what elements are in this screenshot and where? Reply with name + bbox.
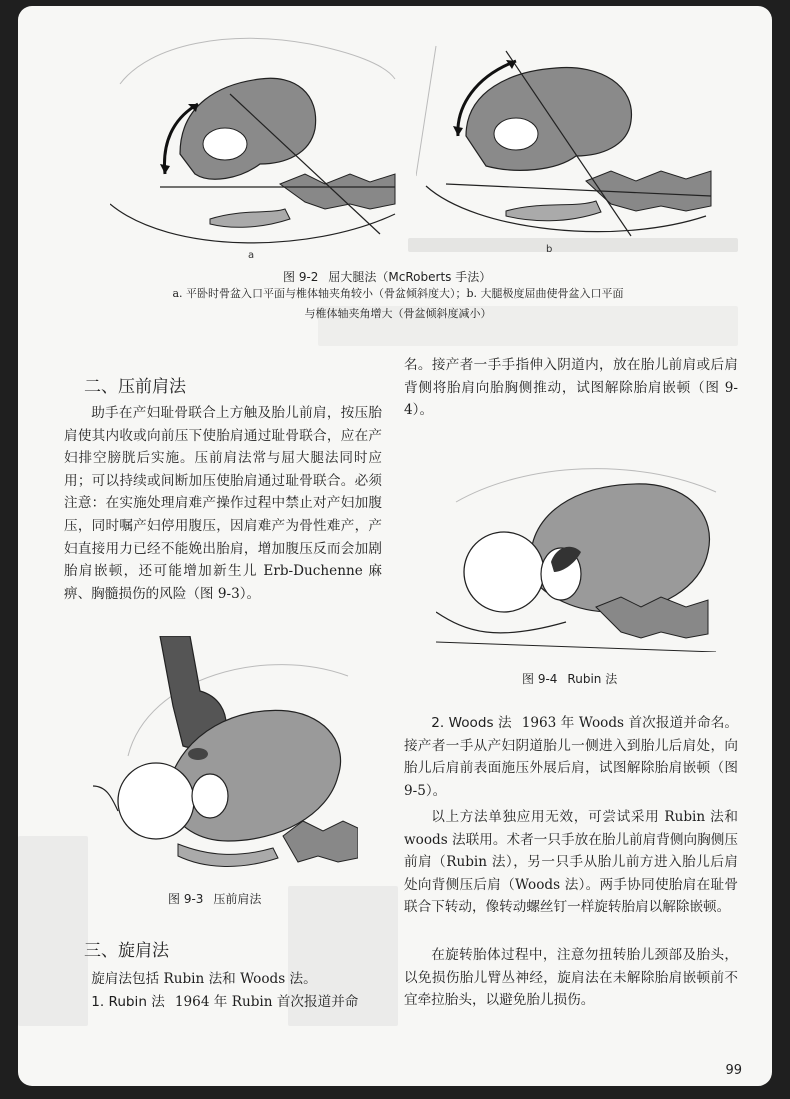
method-title: 1. Rubin 法 bbox=[91, 994, 165, 1010]
body-paragraph: 以上方法单独应用无效，可尝试采用 Rubin 法和 woods 法联用。术者一只手放在胎儿前肩背侧向胸侧压前肩（Rubin 法），另一只手从胎儿前方进入胎儿后肩处向背侧压后肩（Woods 法）。两手协同使胎肩在耻骨联合下转动，像转动螺丝钉一样旋转胎肩以解除嵌顿。 bbox=[404, 809, 738, 916]
figure-9-2a-illustration bbox=[110, 24, 400, 249]
section-heading-2: 二、压前肩法 bbox=[84, 377, 186, 397]
section-heading-3: 三、旋肩法 bbox=[84, 941, 169, 961]
figure-9-2b-illustration bbox=[416, 16, 716, 246]
book-page bbox=[18, 6, 772, 1086]
body-paragraph bbox=[404, 712, 738, 802]
figure-9-3-caption bbox=[168, 890, 261, 907]
body-paragraph bbox=[64, 991, 382, 1014]
figure-title: Rubin 法 bbox=[567, 672, 618, 686]
figure-9-2-caption bbox=[283, 268, 491, 285]
figure-number: 图 9-3 bbox=[168, 892, 204, 906]
figure-9-4-caption bbox=[522, 670, 617, 687]
figure-title: 压前肩法 bbox=[213, 892, 262, 906]
figure-9-2-legend bbox=[118, 284, 678, 324]
figure-title: 屈大腿法（McRoberts 手法） bbox=[328, 270, 492, 284]
legend-line: 与椎体轴夹角增大（骨盆倾斜度减小） bbox=[304, 307, 492, 320]
method-text: 1963 年 Woods 首次报道并命名。接产者一手从产妇阴道胎儿一侧进入到胎儿后肩处，向胎儿后肩前表面施压外展后肩，试图解除胎肩嵌顿（图 9-5）。 bbox=[404, 715, 738, 799]
figure-9-2a-label: a bbox=[248, 250, 255, 261]
body-paragraph: 助手在产妇耻骨联合上方触及胎儿前肩，按压胎肩使其内收或向前压下使胎肩通过耻骨联合，应在产妇排空膀胱后实施。压前肩法常与屈大腿法同时应用；可以持续或间断加压使胎肩通过耻骨联合。必须注意：在实施处理肩难产操作过程中禁止对产妇加腹压，同时嘱产妇停用腹压，因肩难产为骨性难产，产妇直接用力已经不能娩出胎肩，增加腹压反而会加剧胎肩嵌顿，还可能增加新生儿 Erb-Duchenne 麻痹、胸髓损伤的风险（图 9-3）。 bbox=[64, 405, 382, 602]
figure-9-3-illustration bbox=[88, 636, 358, 876]
legend-line: a. 平卧时骨盆入口平面与椎体轴夹角较小（骨盆倾斜度大）；b. 大腿极度屈曲使骨盆入口平面 bbox=[172, 287, 624, 300]
figure-number: 图 9-2 bbox=[283, 270, 319, 284]
method-title: 2. Woods 法 bbox=[431, 715, 512, 731]
figure-9-2b-label: b bbox=[546, 244, 553, 255]
body-paragraph: 旋肩法包括 Rubin 法和 Woods 法。 bbox=[91, 971, 317, 987]
body-paragraph: 在旋转胎体过程中，注意勿扭转胎儿颈部及胎头，以免损伤胎儿臂丛神经，旋肩法在未解除胎肩嵌顿前不宜牵拉胎头，以避免胎儿损伤。 bbox=[404, 947, 738, 1009]
method-text: 1964 年 Rubin 首次报道并命 bbox=[174, 994, 359, 1010]
figure-9-4-illustration bbox=[436, 462, 726, 652]
figure-number: 图 9-4 bbox=[522, 672, 558, 686]
page-number: 99 bbox=[725, 1063, 742, 1078]
body-paragraph: 名。接产者一手手指伸入阴道内，放在胎儿前肩或后肩背侧将胎肩向胎胸侧推动，试图解除胎肩嵌顿（图 9-4）。 bbox=[404, 357, 738, 419]
